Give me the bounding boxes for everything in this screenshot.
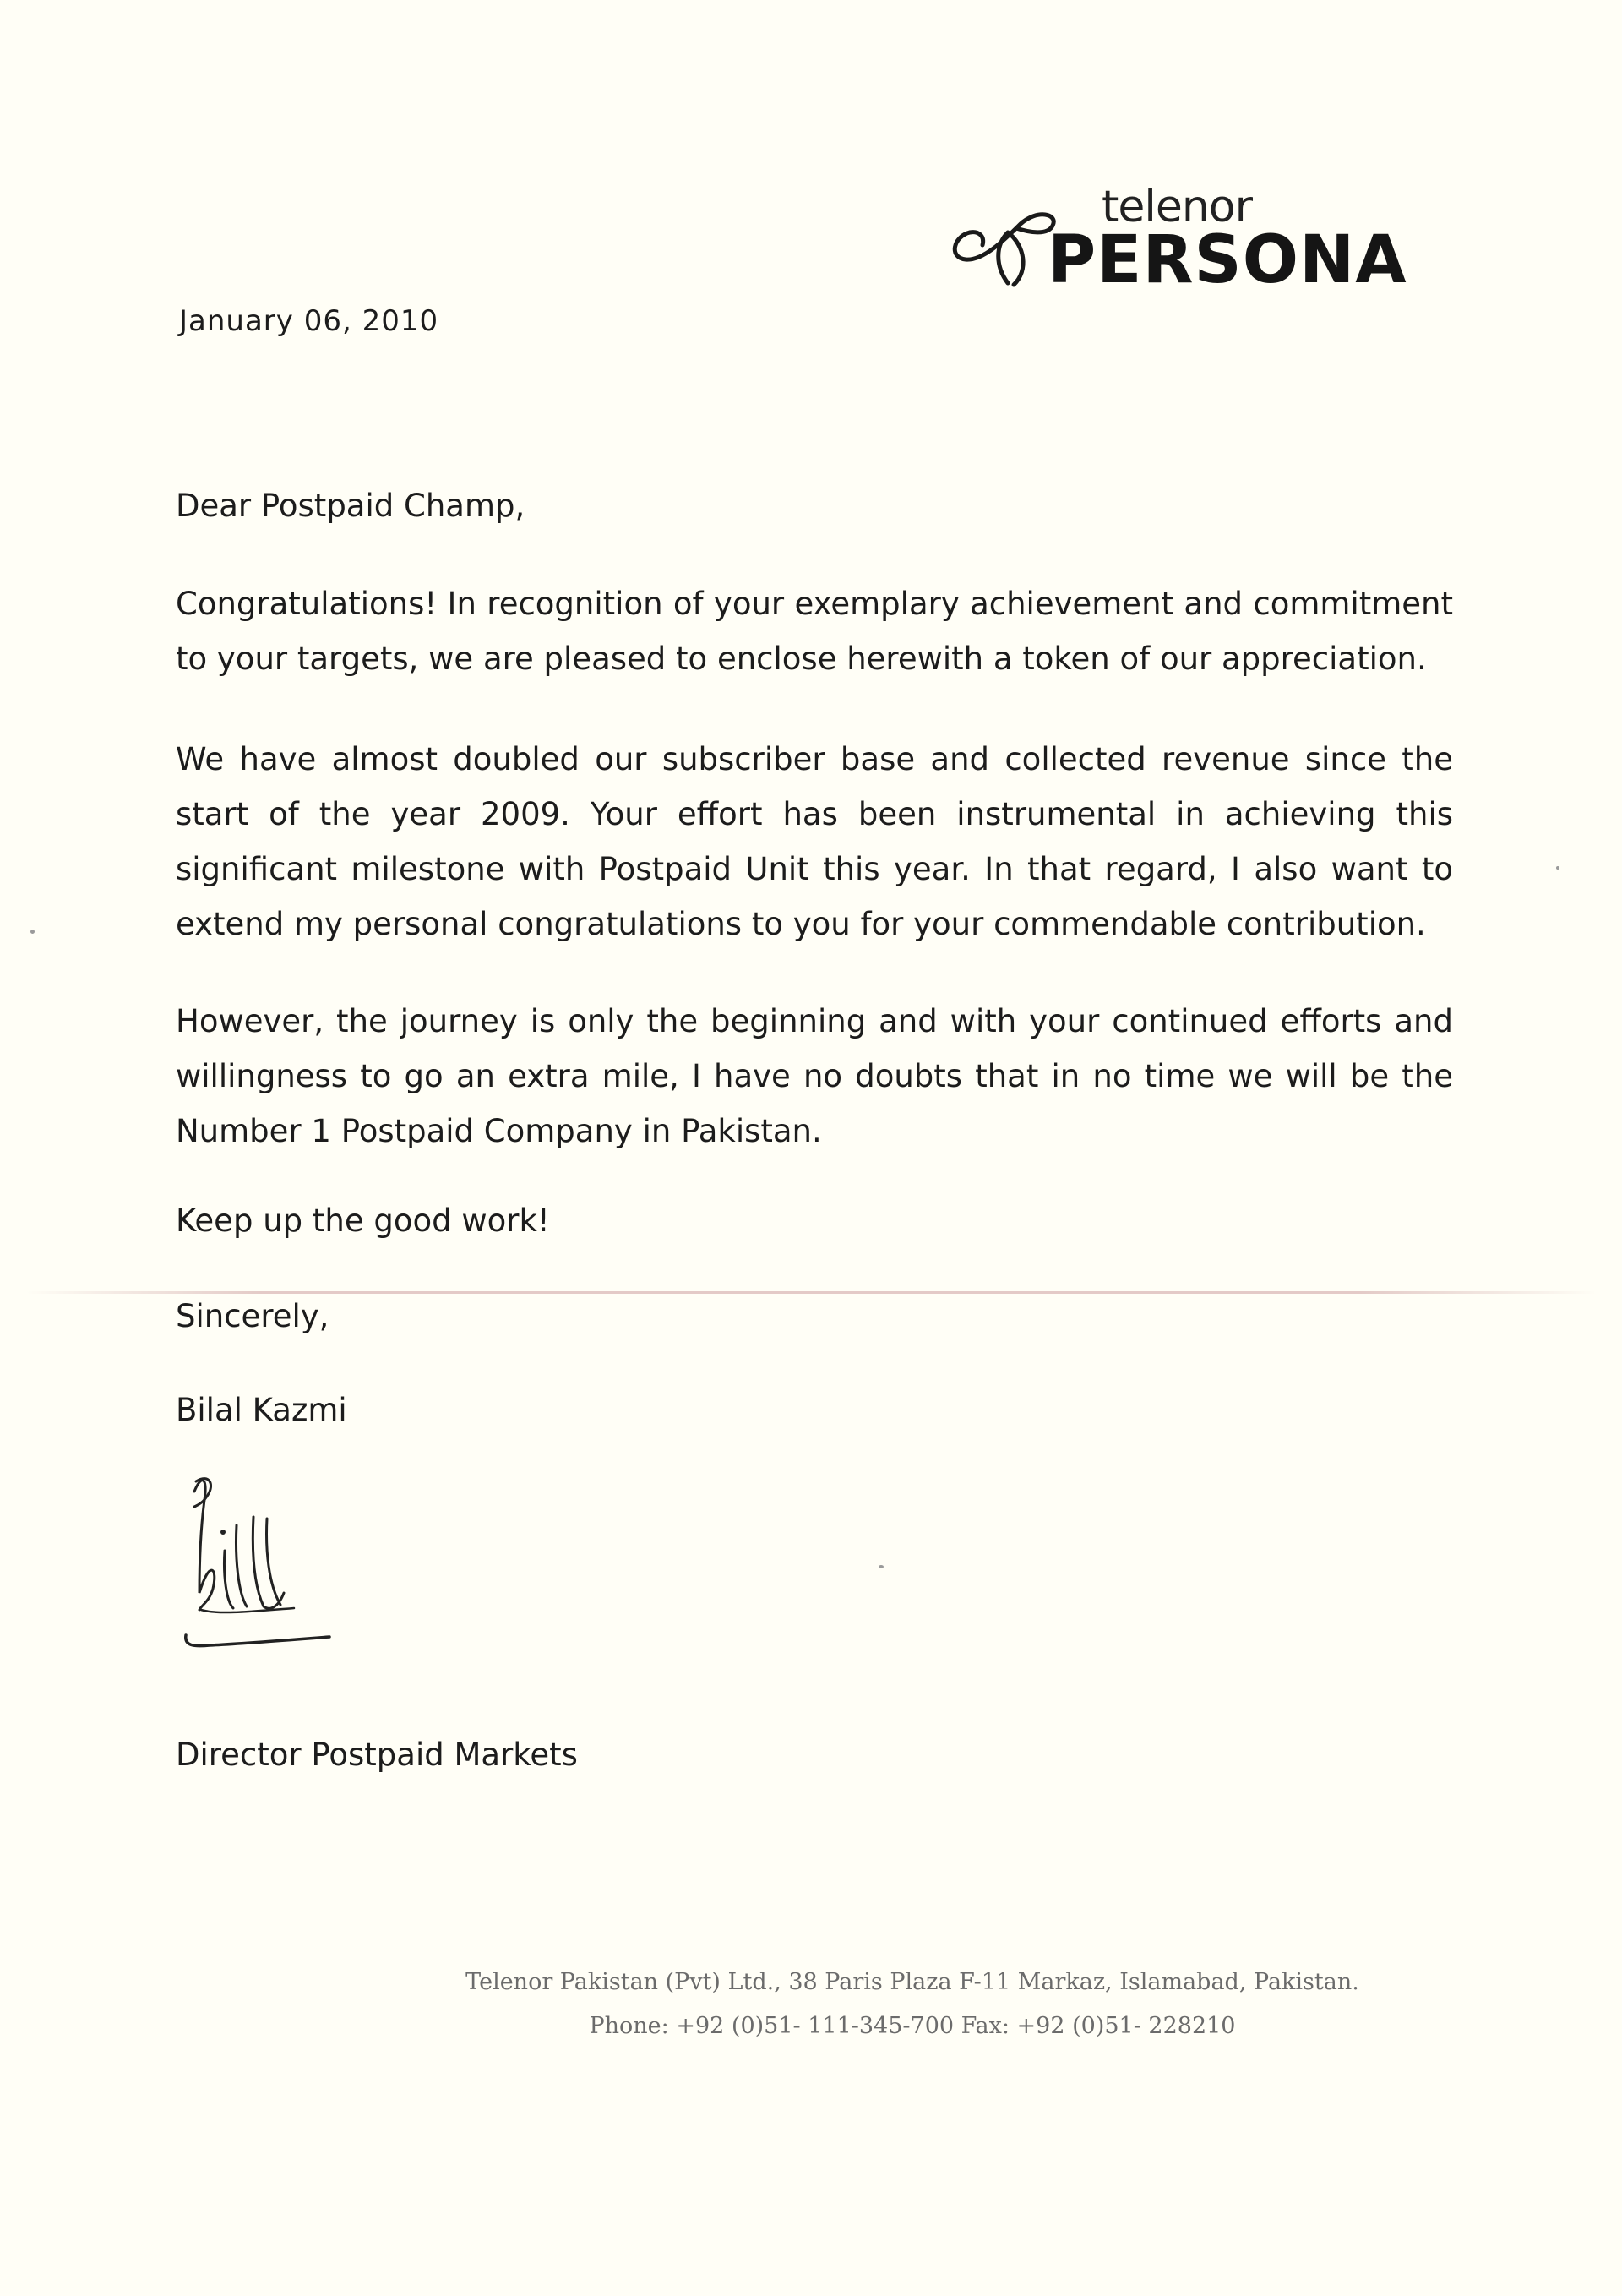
handwritten-signature [176,1466,345,1669]
scan-speck [879,1565,884,1568]
letter-date: January 06, 2010 [179,304,439,338]
logo-brand-small: telenor [1102,182,1252,232]
signer-name: Bilal Kazmi [176,1392,347,1428]
logo-brand-large: PERSONA [1048,222,1407,298]
scan-speck [30,930,35,934]
scan-speck [1556,866,1559,870]
closing-sincerely: Sincerely, [176,1298,329,1334]
signer-title: Director Postpaid Markets [176,1737,578,1773]
paragraph-journey: However, the journey is only the beginning and with your continued efforts and willingness to go an extra mile, I have no doubts that in no time we will be the Number 1 Postpaid Company in Pakistan. [176,1003,1453,1149]
telenor-propeller-icon [944,199,1063,292]
paragraph-keep-up: Keep up the good work! [176,1203,550,1239]
paragraph-congratulations: Congratulations! In recognition of your exemplary achievement and commitment to your targets, we are pleased to enclose herewith a token of our appreciation. [176,586,1453,677]
salutation: Dear Postpaid Champ, [176,488,525,524]
footer-contact: Phone: +92 (0)51- 111-345-700 Fax: +92 (0)51- 228210 [589,2013,1236,2039]
paragraph-achievement: We have almost doubled our subscriber base and collected revenue since the start of the year 2009. Your effort has been instrumental in achieving this significant milestone with Postpaid Unit this year. In that regard, I also want to extend my personal congratulations to you for your commendable contribution. [176,741,1453,942]
telenor-persona-logo [944,173,1434,300]
footer-address: Telenor Pakistan (Pvt) Ltd., 38 Paris Plaza F-11 Markaz, Islamabad, Pakistan. [465,1969,1359,1995]
